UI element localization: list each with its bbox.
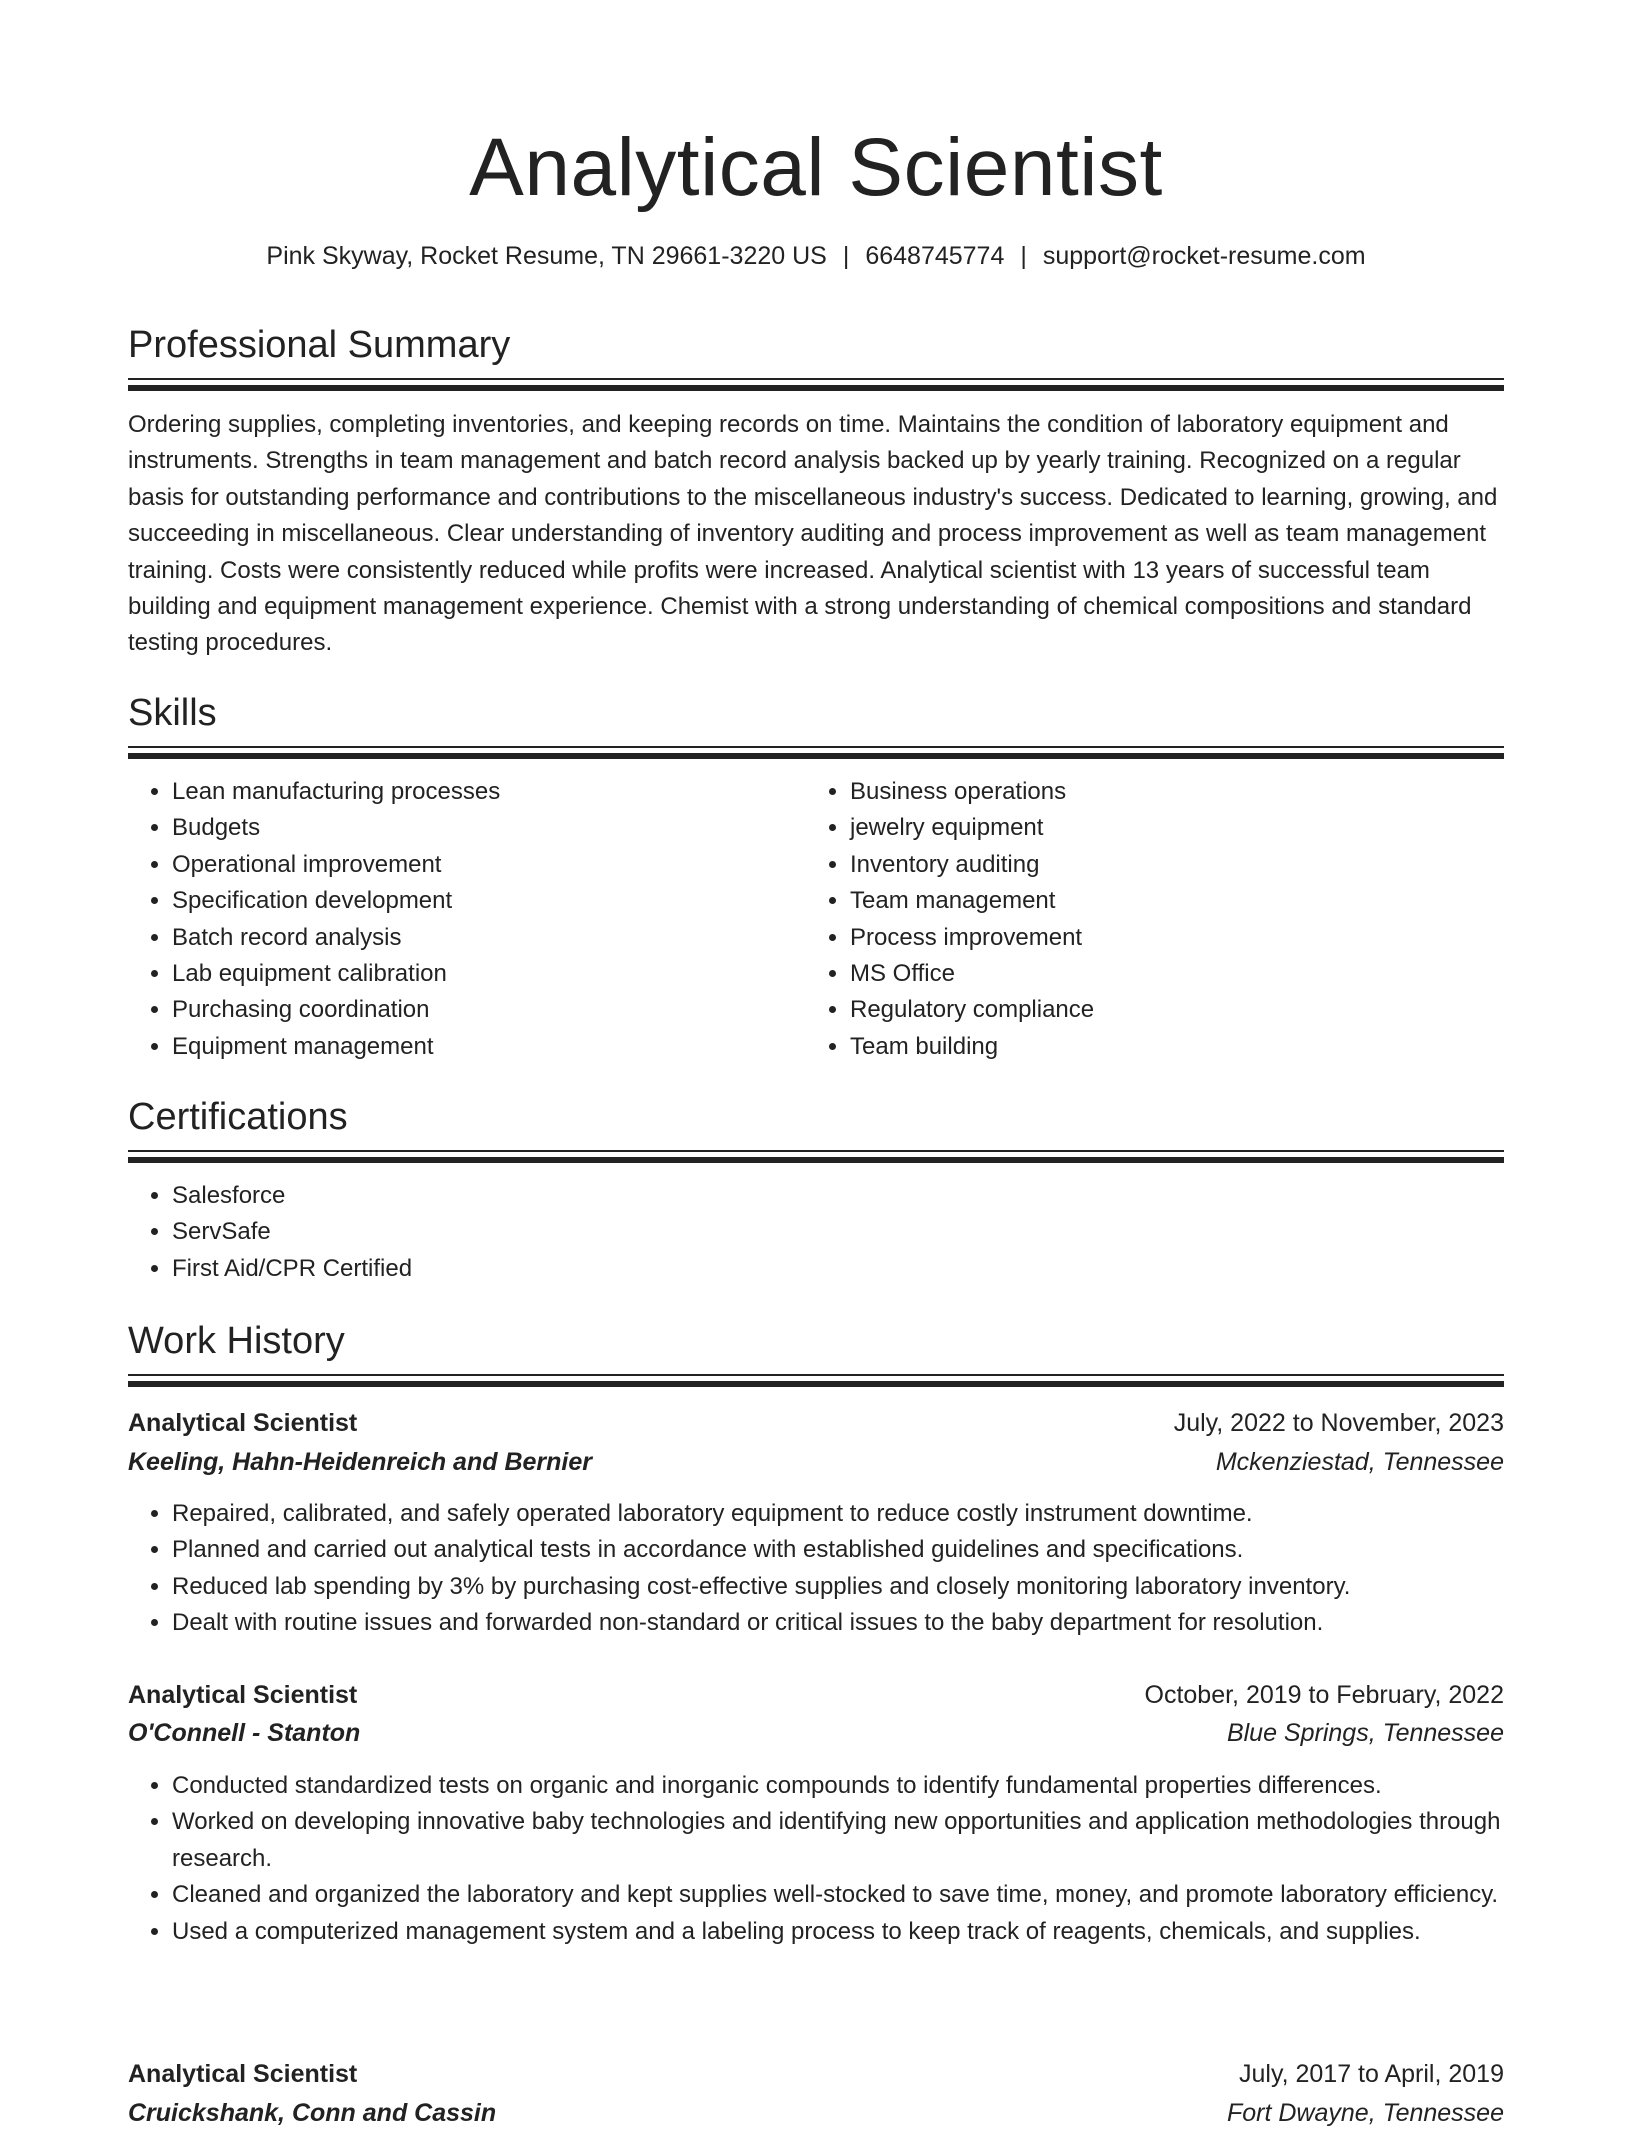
- list-item: • Used a computerized management system and a labeling process to keep track of reagents, chemicals, and supplies.: [172, 1914, 1504, 1950]
- job-location: Mckenziestad, Tennessee: [1215, 1448, 1504, 1476]
- section-divider: [128, 1150, 1504, 1164]
- list-item: • Regulatory compliance: [850, 992, 1500, 1028]
- list-item: • Equipment management: [172, 1029, 792, 1065]
- list-item: • Purchasing coordination: [172, 992, 792, 1028]
- list-item: • Budgets: [172, 810, 792, 846]
- section-divider: [128, 378, 1504, 392]
- section-title-certifications: Certifications: [128, 1096, 348, 1138]
- list-item: • Salesforce: [172, 1178, 1472, 1214]
- contact-address: Pink Skyway, Rocket Resume, TN 29661-3220 US: [266, 242, 827, 270]
- list-item: • Lab equipment calibration: [172, 956, 792, 992]
- list-item: • Reduced lab spending by 3% by purchasing cost-effective supplies and closely monitoring laboratory inventory.: [172, 1569, 1504, 1605]
- list-item: • Repaired, calibrated, and safely operated laboratory equipment to reduce costly instrument downtime.: [172, 1496, 1504, 1532]
- job-dates: October, 2019 to February, 2022: [1144, 1681, 1504, 1709]
- list-item: • Inventory auditing: [850, 847, 1500, 883]
- job-bullet-list: [128, 1496, 1504, 1642]
- list-item: • First Aid/CPR Certified: [172, 1251, 1472, 1287]
- job-location: Blue Springs, Tennessee: [1226, 1719, 1504, 1747]
- job-location: Fort Dwayne, Tennessee: [1226, 2099, 1504, 2127]
- list-item: • Process improvement: [850, 920, 1500, 956]
- contact-separator: |: [842, 242, 850, 270]
- list-item: • Business operations: [850, 774, 1500, 810]
- list-item: • ServSafe: [172, 1214, 1472, 1250]
- skills-list-left: [128, 774, 792, 1065]
- list-item: • Cleaned and organized the laboratory and kept supplies well-stocked to save time, money, and promote laboratory efficiency.: [172, 1877, 1504, 1913]
- job-title: Analytical Scientist: [128, 2060, 358, 2088]
- section-title-skills: Skills: [128, 692, 217, 734]
- certifications-list: [128, 1178, 1472, 1287]
- job-company: Keeling, Hahn-Heidenreich and Bernier: [128, 1448, 592, 1476]
- job-title: Analytical Scientist: [128, 1681, 358, 1709]
- list-item: • jewelry equipment: [850, 810, 1500, 846]
- list-item: • Conducted standardized tests on organic and inorganic compounds to identify fundamental properties differences.: [172, 1768, 1504, 1804]
- summary-text: Ordering supplies, completing inventories, and keeping records on time. Maintains the condition of laboratory equipment and instruments. Strengths in team management and batch record analysis backed up by yearly training. Recognized on a regular basis for outstanding performance and contributions to the miscellaneous industry's success. Dedicated to learning, growing, and succeeding in miscellaneous. Clear understanding of inventory auditing and process improvement as well as team management training. Costs were consistently reduced while profits were increased. Analytical scientist with 13 years of successful team building and equipment management experience. Chemist with a strong understanding of chemical compositions and standard testing procedures.: [128, 411, 1498, 657]
- job-company: O'Connell - Stanton: [128, 1719, 361, 1747]
- list-item: • MS Office: [850, 956, 1500, 992]
- list-item: • Team building: [850, 1029, 1500, 1065]
- section-title-summary: Professional Summary: [128, 324, 511, 366]
- contact-separator: |: [1020, 242, 1027, 270]
- list-item: • Worked on developing innovative baby technologies and identifying new opportunities and application methodologies through research.: [172, 1804, 1504, 1877]
- contact-phone: 6648745774: [865, 242, 1005, 270]
- contact-email: support@rocket-resume.com: [1042, 242, 1366, 270]
- job-company: Cruickshank, Conn and Cassin: [128, 2099, 497, 2127]
- list-item: • Batch record analysis: [172, 920, 792, 956]
- list-item: • Lean manufacturing processes: [172, 774, 792, 810]
- list-item: • Planned and carried out analytical tests in accordance with established guidelines and specifications.: [172, 1532, 1504, 1568]
- section-title-work-history: Work History: [128, 1320, 345, 1362]
- section-divider: [128, 746, 1504, 760]
- list-item: • Team management: [850, 883, 1500, 919]
- job-dates: July, 2017 to April, 2019: [1239, 2060, 1504, 2088]
- job-dates: July, 2022 to November, 2023: [1173, 1409, 1504, 1437]
- list-item: • Specification development: [172, 883, 792, 919]
- resume-name-heading: Analytical Scientist: [469, 122, 1163, 213]
- contact-line: [128, 238, 1504, 274]
- job-bullet-list: [128, 1768, 1504, 1950]
- skills-list-right: [806, 774, 1500, 1065]
- list-item: • Dealt with routine issues and forwarded non-standard or critical issues to the baby department for resolution.: [172, 1605, 1504, 1641]
- list-item: • Operational improvement: [172, 847, 792, 883]
- job-title: Analytical Scientist: [128, 1409, 358, 1437]
- section-divider: [128, 1374, 1504, 1388]
